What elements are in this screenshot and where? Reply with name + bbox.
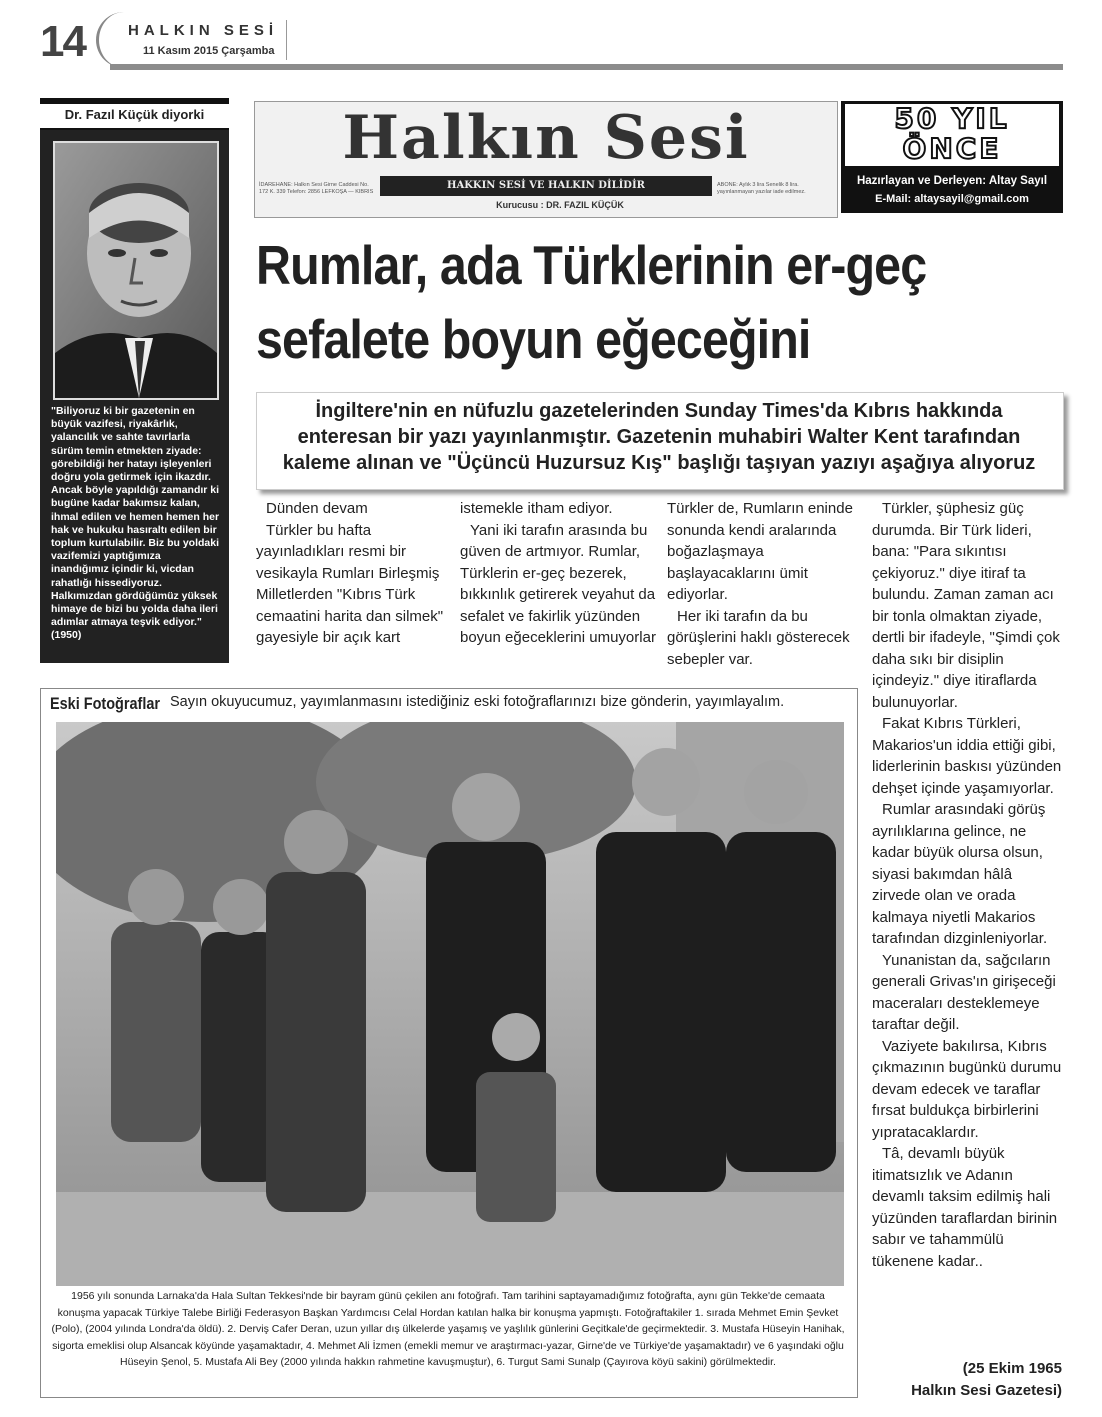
portrait-photo: [53, 141, 219, 400]
masthead-title: HALKIN SESİ: [128, 22, 279, 39]
paragraph: Türkler de, Rumların eninde sonunda kendi aralarında boğazlaşmaya başlayacaklarını ümit ediyorlar.: [667, 500, 853, 603]
newspaper-logo: [254, 101, 838, 218]
ago-label: ÖNCE: [902, 132, 1002, 165]
paragraph: Fakat Kıbrıs Türkleri, Makarios'un iddia ettiği gibi, liderlerinin baskısı yüzünden dehşet içinde yaşamıyorlar.: [872, 715, 1062, 797]
editor-email: E-Mail: altaysayil@gmail.com: [875, 193, 1029, 205]
old-group-photo: [56, 722, 844, 1286]
group-photo-illustration: [56, 722, 844, 1286]
article-column-4: [872, 498, 1062, 1272]
subhead-text: [256, 398, 1062, 476]
subhead-line-2: enteresan bir yazı yayınlanmıştır. Gazetenin muhabiri Walter Kent tarafından: [297, 426, 1021, 448]
masthead-arc: [96, 12, 209, 68]
paragraph: Türkler, şüphesiz güç durumda. Bir Türk lideri, bana: "Para sıkıntısı çekiyoruz." diye itiraf ta bulundu. Zaman zaman acı bir tonla olmaktan ziyade, dertli bir ifadeyle, "Şimdi çok daha sıkı bir disiplin içindeyiz." diye itiraflarda bulunuyorlar.: [872, 500, 1060, 711]
headline-line-2: sefalete boyun eğeceğini: [256, 308, 811, 370]
logo-address: İDAREHANE: Halkın Sesi Girne Caddesi No. 172 K. 339 Telefon: 2856 LEFKOŞA — KIBRIS: [259, 182, 374, 195]
logo-subscription: ABONE: Aylık 3 lira Senelik 8 lira. yayınlanmayan yazılar iade edilmez.: [717, 182, 806, 195]
masthead-date: 11 Kasım 2015 Çarşamba: [143, 45, 275, 57]
paragraph: Rumlar arasındaki görüş ayrılıklarına gelince, ne kadar büyük olursa olsun, siyasi bakımdan hâlâ zirvede olan ve orada kalmaya niyetli Makarios tarafından dizginleniyorlar.: [872, 801, 1048, 947]
article-column-3: [667, 498, 857, 670]
paragraph: Her iki tarafın da bu görüşlerini haklı gösterecek sebepler var.: [667, 607, 850, 668]
paragraph: Dünden devam: [266, 500, 368, 517]
editor-credit: Hazırlayan ve Derleyen: Altay Sayıl: [856, 175, 1048, 187]
fifty-years-label: 50 YIL: [894, 102, 1010, 135]
masthead-divider: [286, 20, 287, 60]
old-photos-title: Eski Fotoğraflar: [50, 694, 161, 713]
page-number: 14: [40, 17, 85, 66]
paragraph: Yani iki tarafın arasında bu güven de artmıyor. Rumlar, Türklerin er-geç bezerek, bıkkınlık getirerek veyahut da sefalet ve fakirlik yüzünden boyun eğeceklerini umuyorlar: [460, 521, 656, 646]
paragraph: Türkler bu hafta yayınladıkları resmi bir vesikayla Rumları Birleşmiş Milletlerden "Kıbrıs Türk cemaatini harita dan silmek" gayesiyle bir açık kart: [256, 521, 444, 646]
source-paper: Halkın Sesi Gazetesi): [911, 1382, 1062, 1399]
portrait-illustration: [55, 143, 217, 398]
sidebar-title: Dr. Fazıl Küçük diyorki: [40, 104, 229, 130]
article-source: [880, 1358, 1062, 1402]
source-date: (25 Ekim 1965: [962, 1360, 1062, 1377]
paragraph: Yunanistan da, sağcıların generali Grivas'ın girişeceği maceraları desteklemeye taraftar değil.: [872, 951, 1056, 1033]
article-column-2: [460, 498, 660, 649]
headline-line-1: Rumlar, ada Türklerinin er-geç: [256, 234, 927, 296]
subhead-line-3: kaleme alınan ve "Üçüncü Huzursuz Kış" başlığı taşıyan yazıyı aşağıya alıyoruz: [282, 452, 1036, 474]
sidebar-quote: "Biliyoruz ki bir gazetenin en büyük vazifesi, riyakârlık, yalancılık ve sahte tavırlarla sürüm temin etmekten ziyade: görebildiği her hatayı işleyenleri doğru yola getirmek için ikazdır. Ancak böyle yapıldığı zamandır ki bugüne kadar bakımsız kalan, ihmal edilen ve hemen hemen her hak ve hukuku hasıraltı edilen bir toplum kurtulabilir. Biz bu yoldaki vazifemizi yaptığımıza inandığımız içindir ki, vicdan rahatlığı hissediyoruz. Halkımızdan gördüğümüz yüksek himaye de bizi bu yolda daha ileri adımlar atmaya teşvik ediyor." (1950): [51, 405, 220, 642]
subhead-line-1: İngiltere'nin en nüfuzlu gazetelerinden Sunday Times'da Kıbrıs hakkında: [315, 400, 1003, 422]
logo-motto: HAKKIN SESİ VE HALKIN DİLİDİR: [380, 176, 712, 196]
paragraph: istemekle itham ediyor.: [460, 500, 613, 517]
article-column-1: [256, 498, 456, 649]
old-photos-subtitle: Sayın okuyucumuz, yayımlanmasını istediğiniz eski fotoğraflarınızı bize gönderin, yayımlayalım.: [170, 694, 785, 710]
top-rule: [110, 64, 1063, 70]
logo-founder: Kurucusu : DR. FAZIL KÜÇÜK: [496, 200, 624, 210]
paragraph: Vaziyete bakılırsa, Kıbrıs çıkmazının bugünkü durumu devam edecek ve taraflar fırsat buldukça birbirlerini yıpratacaklardır.: [872, 1037, 1062, 1141]
photo-caption: 1956 yılı sonunda Larnaka'da Hala Sultan Tekkesi'nde bir bayram günü çekilen anı fotoğrafı. Tam tarihini saptayamadığımız fotoğrafta, aynı gün Tekke'de cemaata konuşma yapacak Türkiye Talebe Birliği Federasyon Başkan Yardımcısı Celal Hordan katılan halka bir konuşma yapmıştı. Fotoğraftakiler 1. sırada Mehmet Emin Şevket (Polo), (2004 yılında Londra'da öldü). 2. Derviş Cafer Deran, uzun yıllar dış ülkelerde yaşamış ve yaşlılık günlerini Geçitkale'de geçirmektedir. 3. Mustafa Hüseyin Hanihak, sigorta emeklisi olup Alsancak köyünde yaşamaktadır, 4. Mehmet Ali İzmen (emekli memur ve araştırmacı-yazar, Girne'de ve Türkiye'de yaşamaktadır) ve 6 yaşındaki oğlu Hüseyin Şenol, 5. Mustafa Ali Bey (2000 yılında hakkın rahmetine kavuşmuştur), 6. Turgut Sami Sunalp (Çayırova köyü sakini) görülmektedir.: [51, 1290, 845, 1368]
paragraph: Tâ, devamlı büyük itimatsızlık ve Adanın devamlı taksim edilmiş hali yüzünden taraflardan birinin sabır ve tahammülü tükenene kadar..: [872, 1145, 1058, 1270]
logo-title: Halkın Sesi: [342, 103, 750, 173]
